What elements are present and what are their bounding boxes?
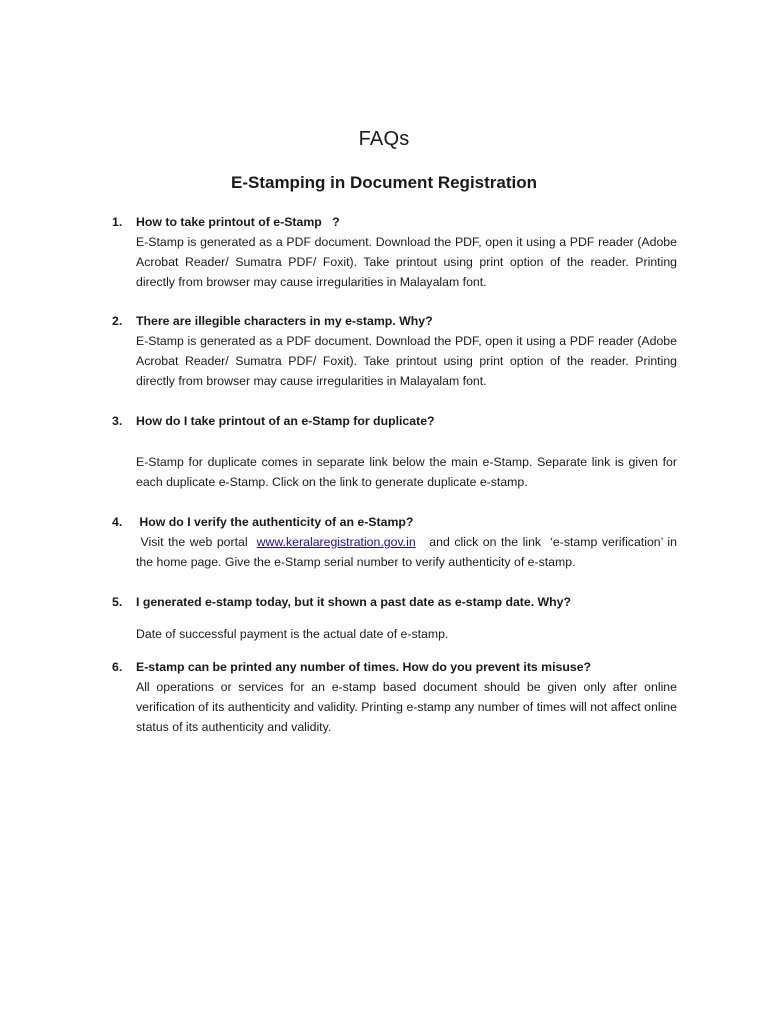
faq-number: 6. xyxy=(112,660,123,674)
answer-text-suffix: and click on the link ‘e-stamp verification’ in the home page. Give the e-Stamp serial number to verify authenticity of e-stamp. xyxy=(136,535,681,569)
answer-text-prefix: Visit the web portal xyxy=(136,535,257,549)
faq-number: 3. xyxy=(112,414,123,428)
faq-answer: Date of successful payment is the actual date of e-stamp. xyxy=(136,627,449,641)
faq-number: 4. xyxy=(112,515,123,529)
faq-question: E-stamp can be printed any number of times. How do you prevent its misuse? xyxy=(136,660,592,674)
faq-answer: E-Stamp is generated as a PDF document. Download the PDF, open it using a PDF reader (Adobe Acrobat Reader/ Sumatra PDF/ Foxit). Take printout using print option of the reader. Printing directly from browser may cause irregularities in Malayalam font. xyxy=(136,235,677,289)
page-subtitle: E-Stamping in Document Registration xyxy=(230,173,538,192)
faq-question: There are illegible characters in my e-stamp. Why? xyxy=(136,314,433,328)
faq-number: 1. xyxy=(112,215,123,229)
faq-answer xyxy=(136,532,681,572)
faq-answer: All operations or services for an e-stamp based document should be given only after online verification of its authenticity and validity. Printing e-stamp any number of times will not affect online status of its authenticity and validity. xyxy=(136,680,677,734)
faq-question: How do I take printout of an e-Stamp for duplicate? xyxy=(136,414,435,428)
faq-question: How do I verify the authenticity of an e-Stamp? xyxy=(136,515,414,529)
faq-answer: E-Stamp is generated as a PDF document. Download the PDF, open it using a PDF reader (Adobe Acrobat Reader/ Sumatra PDF/ Foxit). Take printout using print option of the reader. Printing directly from browser may cause irregularities in Malayalam font. xyxy=(136,334,677,388)
kerala-registration-link[interactable]: www.keralaregistration.gov.in xyxy=(256,535,416,549)
faq-question: How to take printout of e-Stamp ? xyxy=(136,215,340,229)
faq-question: I generated e-stamp today, but it shown a past date as e-stamp date. Why? xyxy=(136,595,572,609)
page-title: FAQs xyxy=(358,128,410,150)
faq-answer: E-Stamp for duplicate comes in separate link below the main e-Stamp. Separate link is given for each duplicate e-Stamp. Click on the link to generate duplicate e-stamp. xyxy=(136,455,677,489)
faq-number: 5. xyxy=(112,595,123,609)
faq-number: 2. xyxy=(112,314,123,328)
